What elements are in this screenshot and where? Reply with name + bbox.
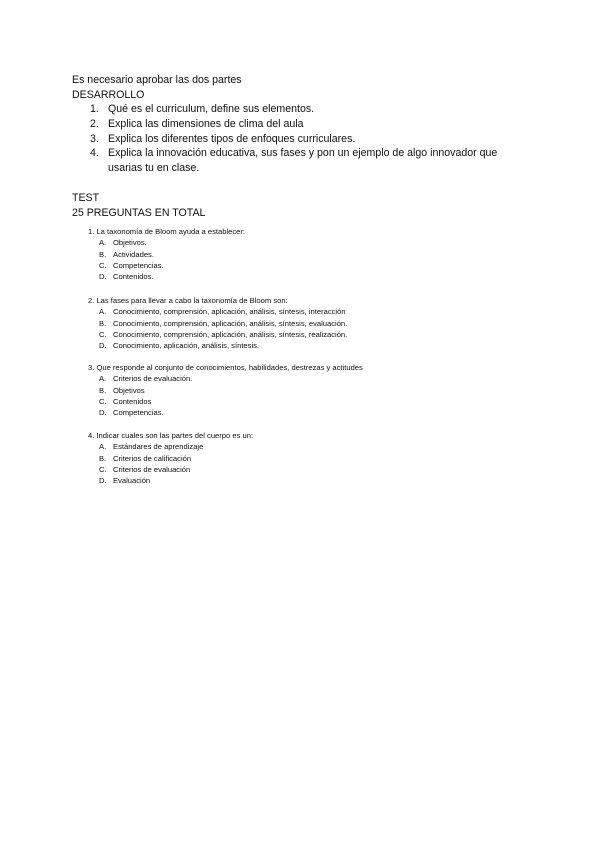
option-letter: C. [99, 464, 107, 474]
option-text: Objetivos. [113, 238, 147, 248]
option-letter: B. [99, 385, 107, 395]
desarrollo-item-text: Explica los diferentes tipos de enfoques curriculares. [108, 132, 356, 145]
desarrollo-item-text: Explica la innovación educativa, sus fases y pon un ejemplo de algo innovador que usarias tu en clase. [108, 147, 498, 175]
option-text: Competencias. [113, 260, 164, 270]
option-text: Criterios de evaluación [113, 464, 191, 474]
option-letter: A. [99, 442, 107, 452]
option-letter: C. [99, 329, 107, 339]
option-text: Conocimiento, comprensión, aplicación, análisis, síntesis, evaluación. [113, 318, 348, 328]
option-text: Estándares de aprendizaje [113, 442, 204, 452]
question-text: 3. Que responde al conjunto de conocimientos, habilidades, destrezas y actitudes [88, 363, 363, 372]
question-text: 2. Las fases para llevar a cabo la taxonomía de Bloom son: [88, 296, 288, 305]
option-letter: D. [99, 341, 107, 351]
test-subtitle: 25 PREGUNTAS EN TOTAL [72, 206, 206, 219]
option-item [88, 318, 508, 329]
option-letter: D. [99, 408, 107, 418]
option-letter: C. [99, 260, 107, 270]
option-letter: A. [99, 307, 107, 317]
test-question [88, 430, 508, 486]
option-letter: B. [99, 318, 107, 328]
option-letter: C. [99, 396, 107, 406]
test-question [88, 226, 508, 282]
option-text: Competencias. [113, 408, 164, 418]
option-list [88, 237, 508, 282]
option-item [88, 475, 508, 486]
option-item [88, 464, 508, 475]
option-item [88, 441, 508, 452]
option-item [88, 271, 508, 282]
option-letter: B. [99, 249, 107, 259]
desarrollo-item [72, 102, 532, 117]
desarrollo-item-text: Qué es el curriculum, define sus elementos. [108, 103, 315, 115]
option-text: Criterios de calificación [113, 453, 192, 463]
option-letter: D. [99, 476, 107, 486]
option-text: Actividades. [113, 249, 154, 259]
option-item [88, 340, 508, 351]
option-item [88, 249, 508, 260]
option-text: Conocimiento, comprensión, aplicación, análisis, síntesis, realización. [113, 329, 348, 339]
test-question [88, 295, 508, 351]
option-letter: D. [99, 272, 107, 282]
desarrollo-item [72, 117, 532, 132]
option-item [88, 329, 508, 340]
desarrollo-item-text: Explica las dimensiones de clima del aula [108, 117, 304, 130]
desarrollo-item-number: 3. [90, 132, 99, 145]
option-text: Conocimiento, comprensión, aplicación, análisis, síntesis, interacción [113, 307, 346, 317]
option-list [88, 306, 508, 351]
desarrollo-item-number: 2. [90, 117, 99, 130]
test-question [88, 362, 508, 418]
desarrollo-item-number: 1. [90, 103, 99, 115]
option-letter: B. [99, 453, 107, 463]
option-text: Evaluación [113, 476, 151, 486]
intro-block [72, 73, 242, 102]
option-text: Contenidos. [113, 272, 154, 282]
desarrollo-item [72, 132, 532, 147]
option-list [88, 441, 508, 486]
desarrollo-list [72, 102, 532, 176]
option-item [88, 260, 508, 271]
option-letter: A. [99, 374, 107, 384]
test-title: TEST [72, 192, 100, 204]
option-text: Criterios de evaluación. [113, 374, 193, 384]
desarrollo-item-number: 4. [90, 147, 99, 160]
intro-note: Es necesario aprobar las dos partes [72, 74, 242, 86]
option-item [88, 373, 508, 384]
question-text: 4. Indicar cuales son las partes del cuerpo es un: [88, 431, 254, 440]
option-text: Contenidos [113, 396, 152, 406]
option-item [88, 407, 508, 418]
option-item [88, 453, 508, 464]
option-text: Objetivos [113, 385, 145, 395]
option-item [88, 237, 508, 248]
question-text: 1. La taxonomía de Bloom ayuda a establecer: [88, 227, 246, 236]
section-title-desarrollo: DESARROLLO [72, 88, 145, 101]
option-letter: A. [99, 238, 107, 248]
option-item [88, 306, 508, 317]
test-header [72, 191, 205, 220]
option-list [88, 373, 508, 418]
desarrollo-item [72, 146, 532, 176]
option-text: Conocimiento, aplicación, análisis, síntesis. [113, 341, 260, 351]
option-item [88, 385, 508, 396]
option-item [88, 396, 508, 407]
